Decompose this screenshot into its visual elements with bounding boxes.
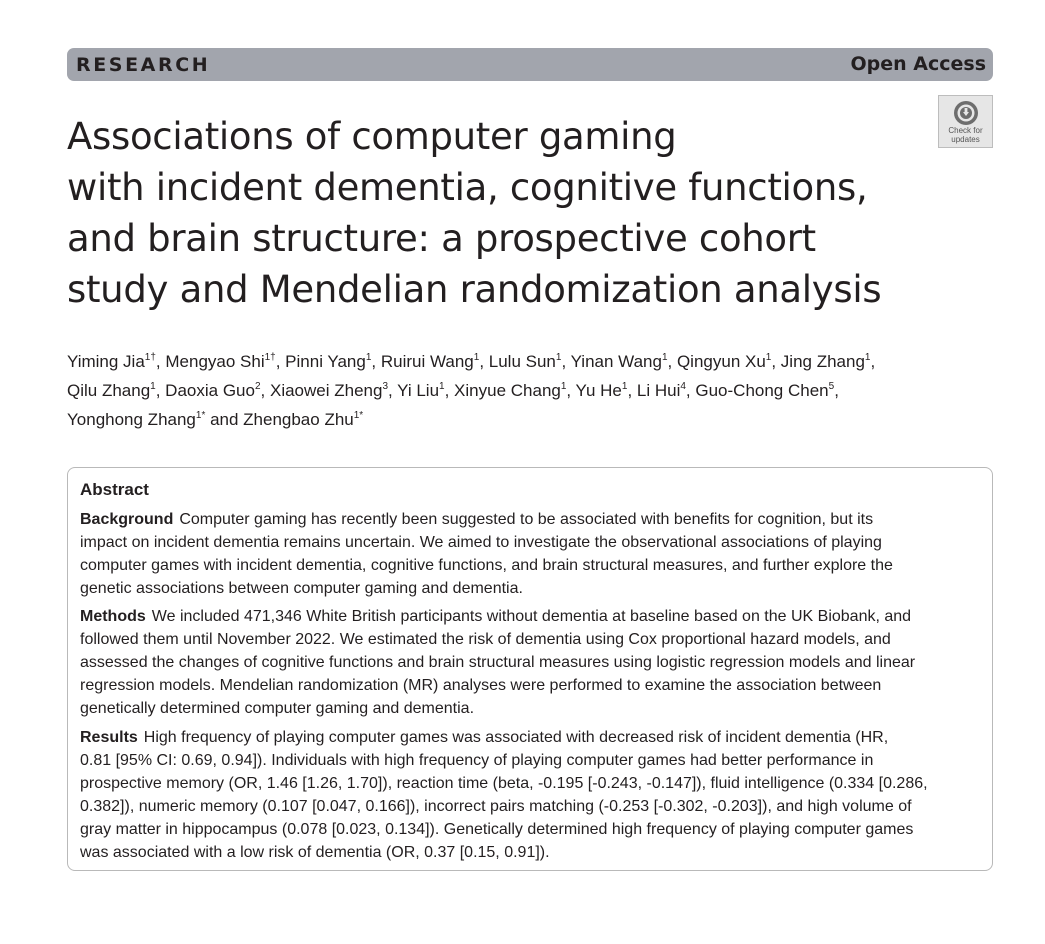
open-access-label: Open Access xyxy=(850,53,986,75)
affiliation-marker: 1† xyxy=(264,352,276,363)
affiliation-marker: 1 xyxy=(439,381,445,392)
article-type-band xyxy=(67,48,993,81)
author-name: and Zhengbao Zhu xyxy=(205,410,354,429)
abstract-line: Computer gaming has recently been suggested to be associated with benefits for cognition, but its xyxy=(179,511,874,528)
author-name: Yonghong Zhang xyxy=(67,410,196,429)
affiliation-marker: 1 xyxy=(150,381,156,392)
check-updates-icon xyxy=(953,100,979,126)
affiliation-marker: 1 xyxy=(765,352,772,363)
title-line: with incident dementia, cognitive functions, xyxy=(67,166,868,209)
author-line xyxy=(67,376,967,405)
section-label: RESEARCH xyxy=(76,54,211,76)
check-for-updates-badge[interactable] xyxy=(938,95,993,148)
methods-label: Methods xyxy=(80,608,146,625)
author-name: , Pinni Yang xyxy=(275,352,366,371)
author-name: , Xiaowei Zheng xyxy=(260,381,383,400)
title-line: study and Mendelian randomization analysis xyxy=(67,268,882,311)
affiliation-marker: 1 xyxy=(864,352,871,363)
abstract-line: genetically determined computer gaming and dementia. xyxy=(80,700,475,717)
abstract-heading: Abstract xyxy=(80,480,149,499)
abstract-line: 0.81 [95% CI: 0.69, 0.94]). Individuals with high frequency of playing computer games had better performance in xyxy=(80,752,874,769)
affiliation-marker: 1 xyxy=(365,352,372,363)
author-name: Qilu Zhang xyxy=(67,381,151,400)
abstract-line: 0.382]), numeric memory (0.107 [0.047, 0.166]), incorrect pairs matching (-0.253 [-0.302, -0.203]), and high volume of xyxy=(80,798,912,815)
affiliation-marker: 3 xyxy=(382,381,388,392)
affiliation-marker: 1 xyxy=(560,381,567,392)
author-name: , Mengyao Shi xyxy=(155,352,265,371)
abstract-line: genetic associations between computer gaming and dementia. xyxy=(80,580,523,597)
affiliation-marker: 1 xyxy=(621,381,628,392)
article-title xyxy=(67,111,927,315)
abstract-line: assessed the changes of cognitive functions and brain structural measures using logistic regression models and linear xyxy=(80,654,916,671)
author-name: , Guo-Chong Chen xyxy=(685,381,829,400)
abstract-methods xyxy=(80,605,985,720)
author-name: , Li Hui xyxy=(627,381,681,400)
author-line xyxy=(67,405,967,434)
abstract-line: was associated with a low risk of dementia (OR, 0.37 [0.15, 0.91]). xyxy=(80,844,550,861)
author-name: , Yi Liu xyxy=(388,381,440,400)
title-line: Associations of computer gaming xyxy=(67,115,677,158)
abstract-line: High frequency of playing computer games was associated with decreased risk of incident dementia (HR, xyxy=(143,729,889,746)
abstract-line: gray matter in hippocampus (0.078 [0.023, 0.134]). Genetically determined high frequency of playing computer games xyxy=(80,821,914,838)
affiliation-marker: 1* xyxy=(195,410,206,421)
abstract-line: computer games with incident dementia, cognitive functions, and brain structural measures, and further explore the xyxy=(80,557,893,574)
author-name: , Ruirui Wang xyxy=(371,352,474,371)
author-name: , Yinan Wang xyxy=(561,352,662,371)
abstract-background xyxy=(80,508,985,600)
author-name: , xyxy=(834,381,839,400)
author-name: , Qingyun Xu xyxy=(667,352,766,371)
affiliation-marker: 1 xyxy=(555,352,562,363)
abstract-results xyxy=(80,726,985,864)
check-updates-text-2: updates xyxy=(951,135,980,144)
check-updates-text-1: Check for xyxy=(948,126,983,135)
author-name: , xyxy=(870,352,876,371)
author-name: , Yu He xyxy=(566,381,622,400)
author-name: , Xinyue Chang xyxy=(444,381,561,400)
abstract-line: impact on incident dementia remains uncertain. We aimed to investigate the observational associations of playing xyxy=(80,534,882,551)
affiliation-marker: 1 xyxy=(661,352,668,363)
affiliation-marker: 2 xyxy=(254,381,261,392)
abstract-line: We included 471,346 White British participants without dementia at baseline based on the UK Biobank, and xyxy=(151,608,912,625)
abstract-line: followed them until November 2022. We estimated the risk of dementia using Cox proportional hazard models, and xyxy=(80,631,891,648)
author-name: , Daoxia Guo xyxy=(155,381,255,400)
author-line xyxy=(67,347,967,376)
affiliation-marker: 5 xyxy=(828,381,835,392)
abstract-line: regression models. Mendelian randomization (MR) analyses were performed to examine the association between xyxy=(80,677,882,694)
title-line: and brain structure: a prospective cohort xyxy=(67,217,816,260)
affiliation-marker: 1* xyxy=(353,410,364,421)
author-name: , Lulu Sun xyxy=(479,352,556,371)
affiliation-marker: 4 xyxy=(680,381,686,392)
results-label: Results xyxy=(80,729,138,746)
author-name: , Jing Zhang xyxy=(771,352,865,371)
affiliation-marker: 1 xyxy=(473,352,480,363)
author-name: Yiming Jia xyxy=(67,352,145,371)
background-label: Background xyxy=(80,511,174,528)
author-list xyxy=(67,347,967,434)
abstract-box xyxy=(67,467,993,871)
affiliation-marker: 1† xyxy=(144,352,156,363)
abstract-line: prospective memory (OR, 1.46 [1.26, 1.70]), reaction time (beta, -0.195 [-0.243, -0.147]), fluid intelligence (0.334 [0.286, xyxy=(80,775,928,792)
